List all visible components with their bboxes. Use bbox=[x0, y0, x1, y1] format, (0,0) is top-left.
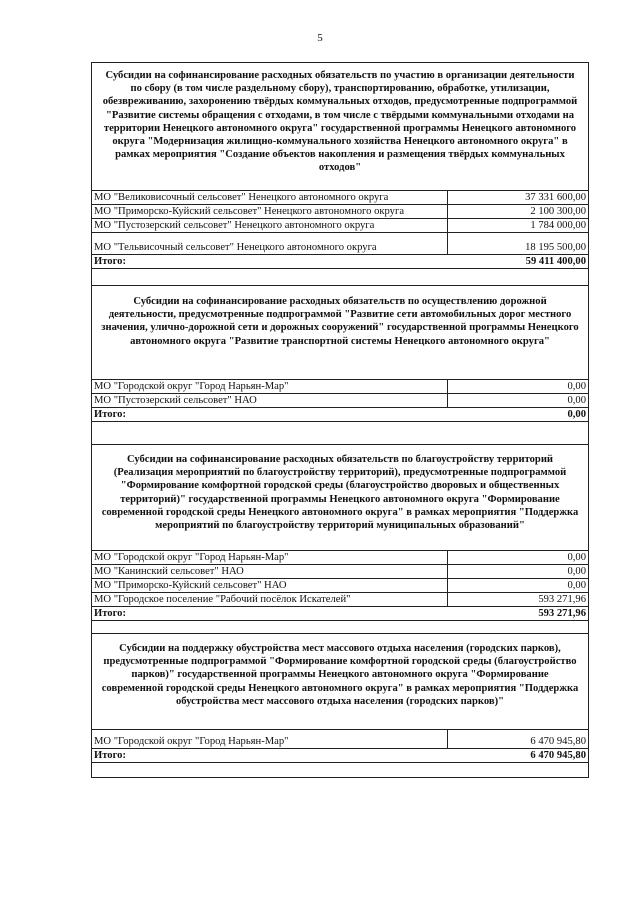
total-value: 593 271,96 bbox=[448, 607, 589, 621]
table-row bbox=[92, 205, 588, 219]
municipality-name: МО "Городское поселение "Рабочий посёлок Искателей" bbox=[92, 593, 448, 607]
municipality-name: МО "Пустозерский сельсовет" Ненецкого автономного округа bbox=[92, 219, 448, 233]
table-row bbox=[92, 579, 588, 593]
table-row bbox=[92, 233, 588, 255]
amount-value: 6 470 945,80 bbox=[448, 730, 589, 748]
municipality-name: МО "Городской округ "Город Нарьян-Мар" bbox=[92, 380, 448, 394]
section-spacer bbox=[92, 621, 588, 634]
section-table bbox=[92, 730, 588, 763]
amount-value: 18 195 500,00 bbox=[448, 233, 589, 255]
municipality-name: МО "Приморско-Куйский сельсовет" НАО bbox=[92, 579, 448, 593]
total-row bbox=[92, 408, 588, 422]
amount-value: 0,00 bbox=[448, 579, 589, 593]
total-label: Итого: bbox=[92, 607, 448, 621]
section-title: Субсидии на поддержку обустройства мест массового отдыха населения (городских парков), предусмотренные подпрограммой "Формирование комфортной городской среды (благоустройство парков)" государственной программы Ненецкого автономного округа "Формирование современной городской среды Ненецкого автономного округа" в рамках мероприятия "Поддержка обустройства мест массового отдыха населения (городских парков)" bbox=[92, 634, 588, 730]
total-value: 6 470 945,80 bbox=[448, 748, 589, 762]
municipality-name: МО "Городской округ "Город Нарьян-Мар" bbox=[92, 551, 448, 565]
municipality-name: МО "Городской округ "Город Нарьян-Мар" bbox=[92, 730, 448, 748]
total-value: 59 411 400,00 bbox=[448, 255, 589, 269]
amount-value: 0,00 bbox=[448, 380, 589, 394]
table-row bbox=[92, 593, 588, 607]
municipality-name: МО "Приморско-Куйский сельсовет" Ненецкого автономного округа bbox=[92, 205, 448, 219]
table-row bbox=[92, 730, 588, 748]
amount-value: 0,00 bbox=[448, 551, 589, 565]
amount-value: 0,00 bbox=[448, 394, 589, 408]
section-title: Субсидии на софинансирование расходных обязательств по участию в организации деятельности по сбору (в том числе раздельному сбору), транспортированию, обработке, утилизации, обезвреживанию, захоронению твёрдых коммунальных отходов, предусмотренные подпрограммой "Развитие системы обращения с отходами, в том числе с твёрдыми коммунальными отходами на территории Ненецкого автономного округа" государственной программы Ненецкого автономного округа "Модернизация жилищно-коммунального хозяйства Ненецкого автономного округа" в рамках мероприятия "Создание объектов накопления и размещения твёрдых коммунальных отходов" bbox=[92, 63, 588, 191]
municipality-name: МО "Тельвисочный сельсовет" Ненецкого автономного округа bbox=[92, 233, 448, 255]
municipality-name: МО "Великовисочный сельсовет" Ненецкого автономного округа bbox=[92, 191, 448, 205]
amount-value: 2 100 300,00 bbox=[448, 205, 589, 219]
total-label: Итого: bbox=[92, 255, 448, 269]
table-row bbox=[92, 191, 588, 205]
total-row bbox=[92, 255, 588, 269]
total-label: Итого: bbox=[92, 408, 448, 422]
table-row bbox=[92, 380, 588, 394]
section-table bbox=[92, 191, 588, 269]
municipality-name: МО "Пустозерский сельсовет" НАО bbox=[92, 394, 448, 408]
municipality-name: МО "Канинский сельсовет" НАО bbox=[92, 565, 448, 579]
section-spacer bbox=[92, 422, 588, 445]
section-table bbox=[92, 551, 588, 621]
subsidy-table bbox=[91, 62, 589, 778]
amount-value: 37 331 600,00 bbox=[448, 191, 589, 205]
total-label: Итого: bbox=[92, 748, 448, 762]
table-row bbox=[92, 219, 588, 233]
section-spacer bbox=[92, 269, 588, 286]
table-row bbox=[92, 394, 588, 408]
section-table bbox=[92, 380, 588, 422]
amount-value: 593 271,96 bbox=[448, 593, 589, 607]
section-title: Субсидии на софинансирование расходных обязательств по осуществлению дорожной деятельности, предусмотренные подпрограммой "Развитие сети автомобильных дорог местного значения, улично-дорожной сети и дорожных сооружений" государственной программы Ненецкого автономного округа "Развитие транспортной системы Ненецкого автономного округа" bbox=[92, 286, 588, 380]
table-row bbox=[92, 565, 588, 579]
table-row bbox=[92, 551, 588, 565]
page-number: 5 bbox=[317, 32, 323, 44]
section-spacer bbox=[92, 763, 588, 777]
amount-value: 0,00 bbox=[448, 565, 589, 579]
total-row bbox=[92, 748, 588, 762]
total-value: 0,00 bbox=[448, 408, 589, 422]
amount-value: 1 784 000,00 bbox=[448, 219, 589, 233]
total-row bbox=[92, 607, 588, 621]
section-title: Субсидии на софинансирование расходных обязательств по благоустройству территорий (Реализация мероприятий по благоустройству территорий), предусмотренные подпрограммой "Формирование комфортной городской среды (благоустройство дворовых и общественных территорий)" государственной программы Ненецкого автономного округа "Формирование современной городской среды Ненецкого автономного округа" в рамках мероприятия "Поддержка мероприятий по благоустройству территорий муниципальных образований" bbox=[92, 445, 588, 551]
